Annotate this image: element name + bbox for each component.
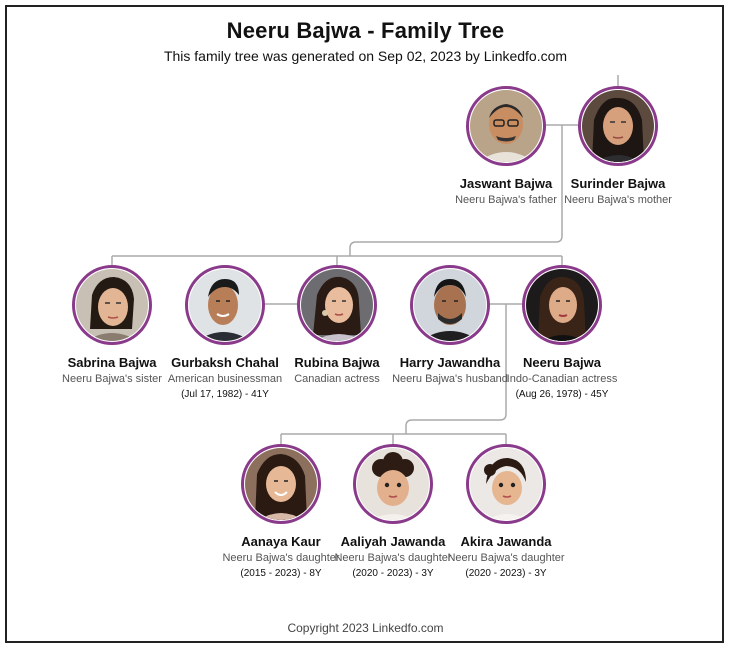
person-akira-jawanda[interactable] — [446, 444, 566, 579]
person-name: Harry Jawandha — [399, 355, 501, 370]
person-dates: (Aug 26, 1978) - 45Y — [515, 389, 609, 400]
profile-photo — [297, 265, 377, 345]
person-name: Neeru Bajwa — [522, 355, 602, 370]
page-subtitle: This family tree was generated on Sep 02, 2023 by Linkedfo.com — [163, 48, 568, 64]
person-dates: (Jul 17, 1982) - 41Y — [181, 389, 269, 400]
person-photo-icon — [582, 90, 654, 162]
copyright-footer: Copyright 2023 Linkedfo.com — [287, 621, 444, 635]
person-photo-icon — [76, 269, 148, 341]
person-aaliyah-jawanda[interactable] — [333, 444, 453, 579]
person-role: Neeru Bajwa's daughter — [447, 552, 565, 564]
person-role: American businessman — [167, 373, 283, 385]
profile-photo — [578, 86, 658, 166]
profile-photo — [466, 444, 546, 524]
person-dates: (2015 - 2023) - 8Y — [240, 568, 322, 579]
person-name: Jaswant Bajwa — [459, 176, 553, 191]
person-aanaya-kaur[interactable] — [221, 444, 341, 579]
person-neeru-bajwa[interactable] — [502, 265, 622, 400]
person-role: Neeru Bajwa's mother — [564, 194, 672, 206]
person-photo-icon — [470, 90, 542, 162]
person-name: Aaliyah Jawanda — [340, 534, 446, 549]
person-name: Sabrina Bajwa — [67, 355, 157, 370]
person-name: Gurbaksh Chahal — [171, 355, 279, 370]
person-surinder-bajwa[interactable] — [558, 86, 678, 206]
person-jaswant-bajwa[interactable] — [446, 86, 566, 206]
person-role: Neeru Bajwa's husband — [392, 373, 508, 385]
profile-photo — [466, 86, 546, 166]
person-sabrina-bajwa[interactable] — [52, 265, 172, 385]
person-photo-icon — [414, 269, 486, 341]
profile-photo — [522, 265, 602, 345]
person-name: Akira Jawanda — [460, 534, 552, 549]
profile-photo — [353, 444, 433, 524]
profile-photo — [410, 265, 490, 345]
person-harry-jawandha[interactable] — [390, 265, 510, 385]
page-title: Neeru Bajwa - Family Tree — [226, 18, 505, 43]
person-name: Surinder Bajwa — [570, 176, 666, 191]
person-photo-icon — [470, 448, 542, 520]
person-gurbaksh-chahal[interactable] — [165, 265, 285, 400]
person-dates: (2020 - 2023) - 3Y — [465, 568, 547, 579]
person-photo-icon — [357, 448, 429, 520]
person-role: Indo-Canadian actress — [506, 373, 618, 385]
profile-photo — [241, 444, 321, 524]
person-role: Neeru Bajwa's sister — [62, 373, 162, 385]
person-role: Neeru Bajwa's father — [455, 194, 557, 206]
person-rubina-bajwa[interactable] — [277, 265, 397, 385]
person-dates: (2020 - 2023) - 3Y — [352, 568, 434, 579]
person-role: Neeru Bajwa's daughter — [334, 552, 452, 564]
person-photo-icon — [301, 269, 373, 341]
profile-photo — [185, 265, 265, 345]
person-photo-icon — [245, 448, 317, 520]
person-photo-icon — [189, 269, 261, 341]
person-name: Aanaya Kaur — [241, 534, 321, 549]
profile-photo — [72, 265, 152, 345]
person-photo-icon — [526, 269, 598, 341]
person-name: Rubina Bajwa — [294, 355, 380, 370]
person-role: Canadian actress — [294, 373, 380, 385]
person-role: Neeru Bajwa's daughter — [222, 552, 340, 564]
